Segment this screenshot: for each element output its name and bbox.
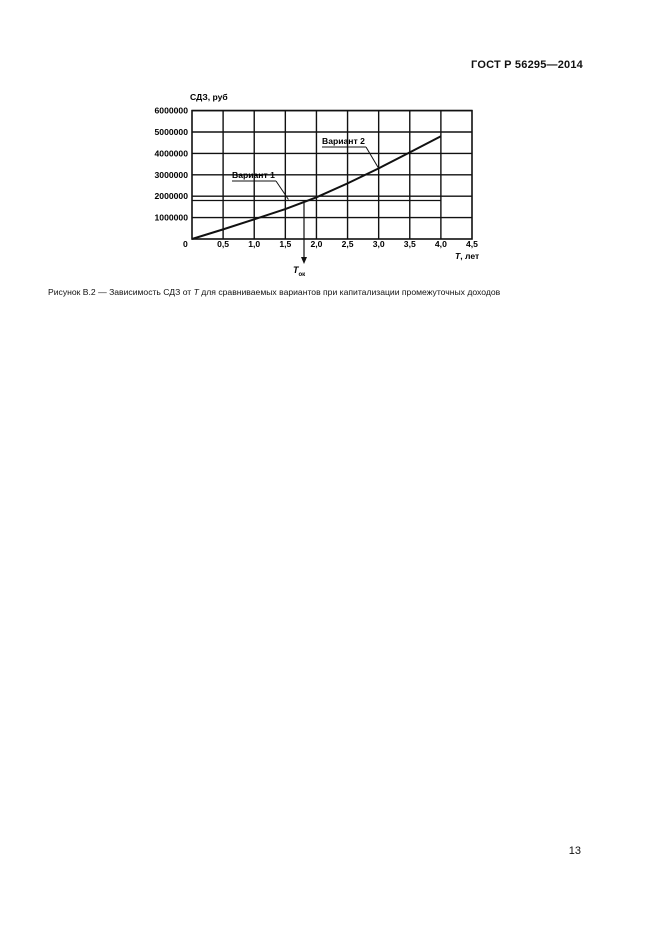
x-tick-label: 4,5 xyxy=(466,239,478,249)
x-tick-label: 3,5 xyxy=(403,239,416,249)
y-tick-label: 3000000 xyxy=(154,169,188,180)
series-label-variant-2: Вариант 2 xyxy=(322,136,365,146)
figure-caption xyxy=(48,287,500,297)
origin-label: 0 xyxy=(183,239,188,249)
page-number: 13 xyxy=(568,845,581,857)
x-tick-label: 1,5 xyxy=(279,239,292,249)
y-axis-label: СДЗ, руб xyxy=(190,92,228,102)
caption-text-end: для сравниваемых вариантов при капитализации промежуточных доходов xyxy=(198,287,501,297)
crossover-marker-label: $T_{ок}$ xyxy=(293,265,306,278)
figure-chart xyxy=(40,84,600,289)
crossover-arrow-head xyxy=(301,257,307,264)
caption-text-start: Рисунок В.2 — Зависимость СДЗ от xyxy=(48,287,194,297)
x-axis-label-var: T xyxy=(455,251,461,261)
x-tick-label: 2,0 xyxy=(310,239,323,249)
caption-variable: T xyxy=(193,287,199,297)
y-tick-label: 2000000 xyxy=(154,191,188,202)
leader-variant-2 xyxy=(366,147,379,168)
x-axis-label-unit: , лет xyxy=(460,251,480,261)
standard-code: ГОСТ Р 56295—2014 xyxy=(471,59,583,71)
x-tick-label: 4,0 xyxy=(434,239,447,249)
x-axis-label xyxy=(455,251,479,261)
x-tick-label: 2,5 xyxy=(341,239,354,249)
y-tick-label: 6000000 xyxy=(154,105,188,116)
x-tick-label: 0,5 xyxy=(217,239,230,249)
y-tick-label: 4000000 xyxy=(154,148,188,159)
y-tick-label: 1000000 xyxy=(154,212,188,223)
x-tick-label: 3,0 xyxy=(372,239,385,249)
series-label-variant-1: Вариант 1 xyxy=(232,170,275,180)
y-tick-label: 5000000 xyxy=(154,127,188,137)
x-tick-label: 1,0 xyxy=(248,239,261,249)
line-chart xyxy=(40,84,600,289)
